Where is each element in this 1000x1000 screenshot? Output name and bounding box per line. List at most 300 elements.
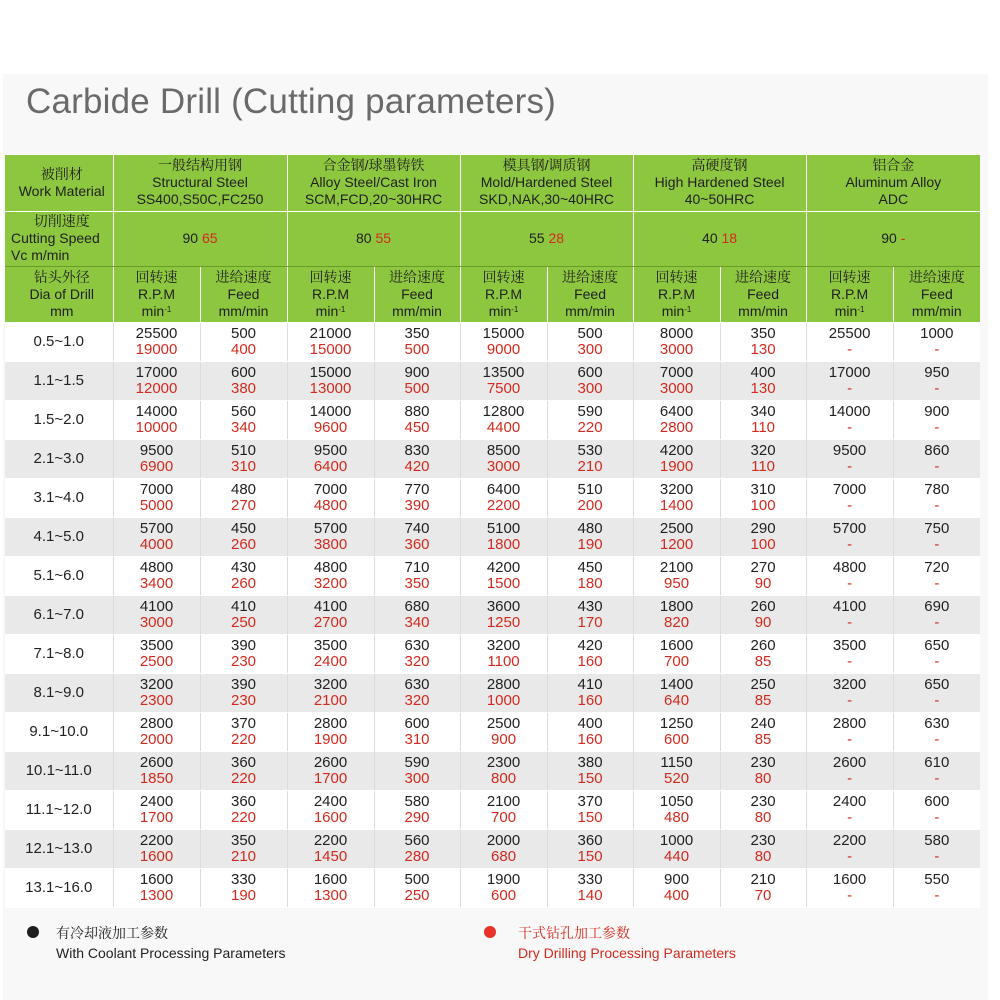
rpm-unit-wrap <box>288 303 374 320</box>
feed-dry: 80 <box>754 808 772 826</box>
table-row <box>5 322 980 361</box>
feed-coolant: 310 <box>750 480 776 498</box>
rpm-cell <box>113 829 200 868</box>
feed-cell <box>200 517 287 556</box>
rpm-cell <box>633 322 720 361</box>
feed-coolant: 590 <box>577 402 603 420</box>
feed-coolant: 880 <box>404 402 430 420</box>
feed-coolant: 360 <box>577 831 603 849</box>
feed-dry: 110 <box>751 457 776 475</box>
rpm-cell <box>806 322 893 361</box>
feed-cell <box>374 400 460 439</box>
feed-dry: 340 <box>404 613 430 631</box>
material-header <box>633 155 806 211</box>
rpm-cell <box>806 634 893 673</box>
rpm-coolant: 3500 <box>832 636 867 654</box>
rpm-header <box>633 266 720 322</box>
feed-cell <box>547 751 633 790</box>
feed-cell <box>893 868 980 907</box>
rpm-coolant: 25500 <box>135 324 178 342</box>
rpm-cell <box>287 868 374 907</box>
legend-coolant-cn: 有冷却液加工参数 <box>56 925 168 941</box>
feed-dry: 340 <box>230 418 257 436</box>
feed-dry: 190 <box>577 535 603 553</box>
feed-coolant: 600 <box>924 792 950 810</box>
feed-unit: mm/min <box>911 302 962 319</box>
rpm-coolant: 5700 <box>139 519 174 537</box>
feed-coolant: 330 <box>577 870 603 888</box>
feed-dry: 190 <box>230 886 257 904</box>
rpm-unit: min <box>315 302 339 319</box>
rpm-unit-wrap <box>634 303 720 320</box>
feed-cell <box>547 868 633 907</box>
rpm-cell <box>287 790 374 829</box>
rpm-coolant: 7000 <box>313 480 348 498</box>
rpm-coolant: 1250 <box>659 714 694 732</box>
rpm-dry: 440 <box>664 847 690 865</box>
feed-dry: 300 <box>404 769 430 787</box>
rpm-coolant: 6400 <box>486 480 521 498</box>
feed-dry: 100 <box>750 496 776 514</box>
feed-dry: 380 <box>230 379 257 397</box>
rpm-coolant: 2600 <box>832 753 867 771</box>
rpm-dry: 3400 <box>139 574 174 592</box>
rpm-dry: 1000 <box>486 691 521 709</box>
feed-cell <box>374 439 460 478</box>
rpm-coolant: 6400 <box>659 402 694 420</box>
drill-diameter: 3.1~4.0 <box>5 478 113 517</box>
rpm-dry: 2100 <box>313 691 348 709</box>
rpm-coolant: 4200 <box>486 558 521 576</box>
feed-cell <box>547 634 633 673</box>
feed-coolant: 450 <box>577 558 603 576</box>
subheader-row <box>5 266 980 322</box>
feed-coolant: 260 <box>750 597 776 615</box>
feed-cell <box>547 595 633 634</box>
legend-coolant-en: With Coolant Processing Parameters <box>56 945 286 961</box>
speed-dry: 18 <box>721 230 738 246</box>
rpm-coolant: 7000 <box>832 480 867 498</box>
material-grade: SCM,FCD,20~30HRC <box>304 191 443 208</box>
material-grade: SS400,S50C,FC250 <box>136 191 264 208</box>
cutting-speed-value <box>460 211 633 266</box>
drill-diameter: 1.1~1.5 <box>5 361 113 400</box>
rpm-cell <box>806 478 893 517</box>
rpm-dry: 1850 <box>139 769 174 787</box>
feed-coolant: 610 <box>924 753 950 771</box>
rpm-coolant: 4100 <box>313 597 348 615</box>
table-row <box>5 595 980 634</box>
feed-dry: 160 <box>577 652 603 670</box>
rpm-coolant: 1400 <box>659 675 694 693</box>
table-row <box>5 868 980 907</box>
rpm-coolant: 21000 <box>309 324 352 342</box>
feed-dry: 360 <box>404 535 430 553</box>
feed-cell <box>547 439 633 478</box>
material-header <box>287 155 460 211</box>
rpm-dry: 1200 <box>659 535 694 553</box>
feed-cell <box>893 322 980 361</box>
rpm-dry: 1900 <box>659 457 694 475</box>
rpm-coolant: 2200 <box>832 831 867 849</box>
rpm-dry: 2200 <box>486 496 521 514</box>
rpm-cell <box>633 400 720 439</box>
feed-cell <box>720 673 806 712</box>
rpm-coolant: 2800 <box>486 675 521 693</box>
feed-dry: 220 <box>230 808 257 826</box>
feed-coolant: 480 <box>230 480 257 498</box>
rpm-cell <box>806 751 893 790</box>
feed-coolant: 350 <box>230 831 257 849</box>
feed-cell <box>374 712 460 751</box>
drill-diameter: 12.1~13.0 <box>5 829 113 868</box>
rpm-cell <box>113 400 200 439</box>
feed-coolant: 590 <box>404 753 430 771</box>
feed-dry: 350 <box>404 574 430 592</box>
drill-diameter: 10.1~11.0 <box>5 751 113 790</box>
feed-coolant: 600 <box>230 363 257 381</box>
feed-coolant: 630 <box>924 714 950 732</box>
rpm-cell <box>113 361 200 400</box>
rpm-coolant: 1600 <box>832 870 867 888</box>
cutting-speed-value <box>287 211 460 266</box>
rpm-dry: 1250 <box>486 613 521 631</box>
rpm-dry: 2300 <box>139 691 174 709</box>
rpm-cn: 回转速 <box>828 268 871 285</box>
rpm-coolant: 1000 <box>659 831 694 849</box>
feed-cell <box>547 361 633 400</box>
rpm-dry: 3800 <box>313 535 348 553</box>
rpm-cell <box>287 478 374 517</box>
material-name-en: Alloy Steel/Cast Iron <box>310 174 437 191</box>
feed-coolant: 600 <box>577 363 603 381</box>
feed-cell <box>374 790 460 829</box>
feed-dry: - <box>934 379 940 397</box>
rpm-cn: 回转速 <box>135 268 178 285</box>
feed-dry: - <box>934 886 940 904</box>
rpm-cell <box>633 361 720 400</box>
feed-cell <box>200 595 287 634</box>
feed-cell <box>547 673 633 712</box>
feed-unit: mm/min <box>218 302 269 319</box>
feed-dry: 85 <box>754 730 772 748</box>
feed-coolant: 360 <box>230 792 257 810</box>
feed-coolant: 390 <box>230 636 257 654</box>
feed-dry: 180 <box>577 574 603 592</box>
feed-cell <box>893 673 980 712</box>
feed-coolant: 550 <box>924 870 950 888</box>
rpm-cell <box>633 673 720 712</box>
feed-cell <box>200 868 287 907</box>
feed-coolant: 750 <box>924 519 950 537</box>
rpm-unit-sup: -1 <box>511 304 519 314</box>
feed-cell <box>374 517 460 556</box>
rpm-cell <box>113 517 200 556</box>
rpm-cell <box>113 439 200 478</box>
speed-dry: 55 <box>375 230 392 246</box>
feed-coolant: 720 <box>924 558 950 576</box>
feed-cell <box>200 829 287 868</box>
rpm-cell <box>460 400 547 439</box>
rpm-header <box>287 266 374 322</box>
feed-coolant: 410 <box>230 597 257 615</box>
rpm-cell <box>287 400 374 439</box>
rpm-coolant: 3600 <box>486 597 521 615</box>
feed-dry: - <box>934 613 940 631</box>
feed-cell <box>720 712 806 751</box>
feed-dry: 260 <box>230 535 257 553</box>
speed-dry: 65 <box>201 230 218 246</box>
rpm-unit: min <box>488 302 512 319</box>
material-header <box>460 155 633 211</box>
rpm-coolant: 4100 <box>139 597 174 615</box>
feed-dry: 70 <box>754 886 772 904</box>
speed-dry: 28 <box>548 230 565 246</box>
rpm-dry: 2000 <box>139 730 174 748</box>
feed-coolant: 530 <box>577 441 603 459</box>
rpm-coolant: 3200 <box>832 675 867 693</box>
rpm-coolant: 2800 <box>313 714 348 732</box>
rpm-unit: min <box>661 302 685 319</box>
rpm-coolant: 4100 <box>832 597 867 615</box>
feed-cell <box>374 361 460 400</box>
drill-diameter: 5.1~6.0 <box>5 556 113 595</box>
feed-coolant: 600 <box>404 714 430 732</box>
material-name-cn: 一般结构用钢 <box>158 157 242 174</box>
rpm-cell <box>806 829 893 868</box>
feed-coolant: 650 <box>924 636 950 654</box>
rpm-coolant: 2400 <box>832 792 867 810</box>
feed-coolant: 500 <box>577 324 603 342</box>
rpm-coolant: 3500 <box>313 636 348 654</box>
feed-coolant: 560 <box>230 402 257 420</box>
rpm-cell <box>287 634 374 673</box>
rpm-dry: 3200 <box>313 574 348 592</box>
feed-cn: 进给速度 <box>215 268 272 285</box>
feed-cell <box>720 634 806 673</box>
rpm-cell <box>287 751 374 790</box>
feed-dry: 160 <box>577 691 603 709</box>
rpm-cell <box>633 751 720 790</box>
rpm-coolant: 8500 <box>486 441 521 459</box>
rpm-dry: 5000 <box>139 496 174 514</box>
rpm-cell <box>287 361 374 400</box>
legend-dry-en: Dry Drilling Processing Parameters <box>518 945 736 961</box>
feed-dry: - <box>934 340 940 358</box>
feed-dry: 290 <box>404 808 430 826</box>
rpm-coolant: 17000 <box>828 363 871 381</box>
rpm-dry: 1300 <box>139 886 174 904</box>
feed-dry: 260 <box>230 574 257 592</box>
cutting-speed-unit: Vc m/min <box>11 247 70 263</box>
feed-dry: 150 <box>577 808 603 826</box>
rpm-dry: 1400 <box>659 496 694 514</box>
feed-dry: 140 <box>577 886 603 904</box>
feed-coolant: 370 <box>577 792 603 810</box>
rpm-coolant: 2600 <box>313 753 348 771</box>
rpm-coolant: 1050 <box>659 792 694 810</box>
rpm-cell <box>287 517 374 556</box>
feed-coolant: 650 <box>924 675 950 693</box>
rpm-cell <box>806 790 893 829</box>
rpm-dry: 700 <box>491 808 517 826</box>
feed-dry: 500 <box>404 340 430 358</box>
rpm-coolant: 2400 <box>139 792 174 810</box>
feed-cell <box>200 712 287 751</box>
rpm-cell <box>113 751 200 790</box>
rpm-coolant: 2200 <box>139 831 174 849</box>
rpm-cell <box>633 868 720 907</box>
rpm-dry: 800 <box>491 769 517 787</box>
feed-cell <box>720 556 806 595</box>
rpm-dry: 12000 <box>135 379 178 397</box>
feed-coolant: 360 <box>230 753 257 771</box>
feed-cell <box>720 517 806 556</box>
feed-dry: 80 <box>754 847 772 865</box>
feed-cell <box>720 790 806 829</box>
feed-header <box>720 266 806 322</box>
feed-coolant: 510 <box>230 441 257 459</box>
material-name-cn: 铝合金 <box>872 157 915 174</box>
material-header-row <box>5 155 980 211</box>
material-name-cn: 模具钢/调质钢 <box>502 157 591 174</box>
rpm-dry: - <box>847 730 853 748</box>
rpm-coolant: 17000 <box>135 363 178 381</box>
rpm-coolant: 4800 <box>313 558 348 576</box>
feed-coolant: 1000 <box>920 324 954 342</box>
feed-coolant: 770 <box>404 480 430 498</box>
feed-dry: 90 <box>754 613 772 631</box>
table-row <box>5 829 980 868</box>
feed-cn: 进给速度 <box>562 268 619 285</box>
feed-cell <box>200 322 287 361</box>
rpm-dry: 3000 <box>139 613 174 631</box>
feed-coolant: 290 <box>750 519 776 537</box>
feed-cell <box>893 478 980 517</box>
rpm-coolant: 1600 <box>313 870 348 888</box>
rpm-dry: 1450 <box>313 847 348 865</box>
rpm-dry: 3000 <box>486 457 521 475</box>
rpm-coolant: 25500 <box>828 324 871 342</box>
drill-diameter: 1.5~2.0 <box>5 400 113 439</box>
feed-dry: - <box>934 418 940 436</box>
rpm-coolant: 2500 <box>659 519 694 537</box>
rpm-coolant: 1800 <box>659 597 694 615</box>
table-row <box>5 673 980 712</box>
rpm-header <box>113 266 200 322</box>
rpm-coolant: 9500 <box>139 441 174 459</box>
rpm-coolant: 2100 <box>659 558 694 576</box>
rpm-dry: - <box>847 808 853 826</box>
table-row <box>5 751 980 790</box>
rpm-cell <box>633 517 720 556</box>
feed-coolant: 430 <box>230 558 257 576</box>
rpm-coolant: 5700 <box>832 519 867 537</box>
feed-dry: 320 <box>404 652 430 670</box>
feed-cell <box>720 478 806 517</box>
feed-dry: 310 <box>230 457 257 475</box>
cutting-speed-value <box>633 211 806 266</box>
feed-coolant: 580 <box>924 831 950 849</box>
feed-coolant: 580 <box>404 792 430 810</box>
rpm-dry: 6400 <box>313 457 348 475</box>
rpm-cell <box>287 829 374 868</box>
table-row <box>5 712 980 751</box>
rpm-cell <box>460 478 547 517</box>
rpm-dry: - <box>847 691 853 709</box>
rpm-dry: 1600 <box>313 808 348 826</box>
rpm-coolant: 2800 <box>832 714 867 732</box>
rpm-cell <box>287 712 374 751</box>
feed-coolant: 510 <box>577 480 603 498</box>
rpm-dry: - <box>847 769 853 787</box>
rpm-cell <box>287 322 374 361</box>
rpm-dry: 950 <box>664 574 690 592</box>
feed-coolant: 330 <box>230 870 257 888</box>
feed-cell <box>547 712 633 751</box>
feed-coolant: 250 <box>750 675 776 693</box>
feed-dry: - <box>934 496 940 514</box>
rpm-cell <box>113 322 200 361</box>
rpm-unit-sup: -1 <box>684 304 692 314</box>
feed-cell <box>374 673 460 712</box>
rpm-dry: 480 <box>664 808 690 826</box>
feed-coolant: 480 <box>577 519 603 537</box>
feed-unit: mm/min <box>392 302 442 319</box>
rpm-dry: 4400 <box>486 418 521 436</box>
rpm-cell <box>806 712 893 751</box>
feed-dry: 200 <box>577 496 603 514</box>
feed-dry: 300 <box>577 340 603 358</box>
drill-diameter: 4.1~5.0 <box>5 517 113 556</box>
feed-cell <box>893 634 980 673</box>
dia-label <box>5 266 113 322</box>
rpm-cell <box>460 712 547 751</box>
feed-cell <box>547 322 633 361</box>
rpm-coolant: 2200 <box>313 831 348 849</box>
material-name-en: Aluminum Alloy <box>845 174 942 191</box>
rpm-cell <box>460 868 547 907</box>
feed-coolant: 400 <box>750 363 776 381</box>
rpm-coolant: 7000 <box>659 363 694 381</box>
work-material-en: Work Material <box>18 182 105 199</box>
rpm-cell <box>806 595 893 634</box>
rpm-en: R.P.M <box>484 285 523 302</box>
rpm-cell <box>460 322 547 361</box>
rpm-coolant: 2100 <box>486 792 521 810</box>
feed-dry: 210 <box>577 457 603 475</box>
rpm-cell <box>633 595 720 634</box>
feed-dry: - <box>934 691 940 709</box>
rpm-cell <box>460 829 547 868</box>
rpm-dry: 600 <box>491 886 517 904</box>
cutting-speed-en: Cutting Speed <box>11 230 100 246</box>
cutting-speed-label <box>5 211 113 266</box>
cutting-speed-row <box>5 211 980 266</box>
speed-coolant: 40 <box>702 230 718 246</box>
speed-coolant: 80 <box>356 230 372 246</box>
rpm-coolant: 9500 <box>313 441 348 459</box>
speed-coolant: 90 <box>182 230 199 246</box>
feed-coolant: 270 <box>750 558 776 576</box>
rpm-dry: 4000 <box>139 535 174 553</box>
rpm-coolant: 1150 <box>660 753 693 771</box>
feed-dry: 390 <box>404 496 430 514</box>
feed-cell <box>720 829 806 868</box>
feed-coolant: 630 <box>404 675 430 693</box>
rpm-cell <box>633 712 720 751</box>
rpm-coolant: 9500 <box>832 441 867 459</box>
